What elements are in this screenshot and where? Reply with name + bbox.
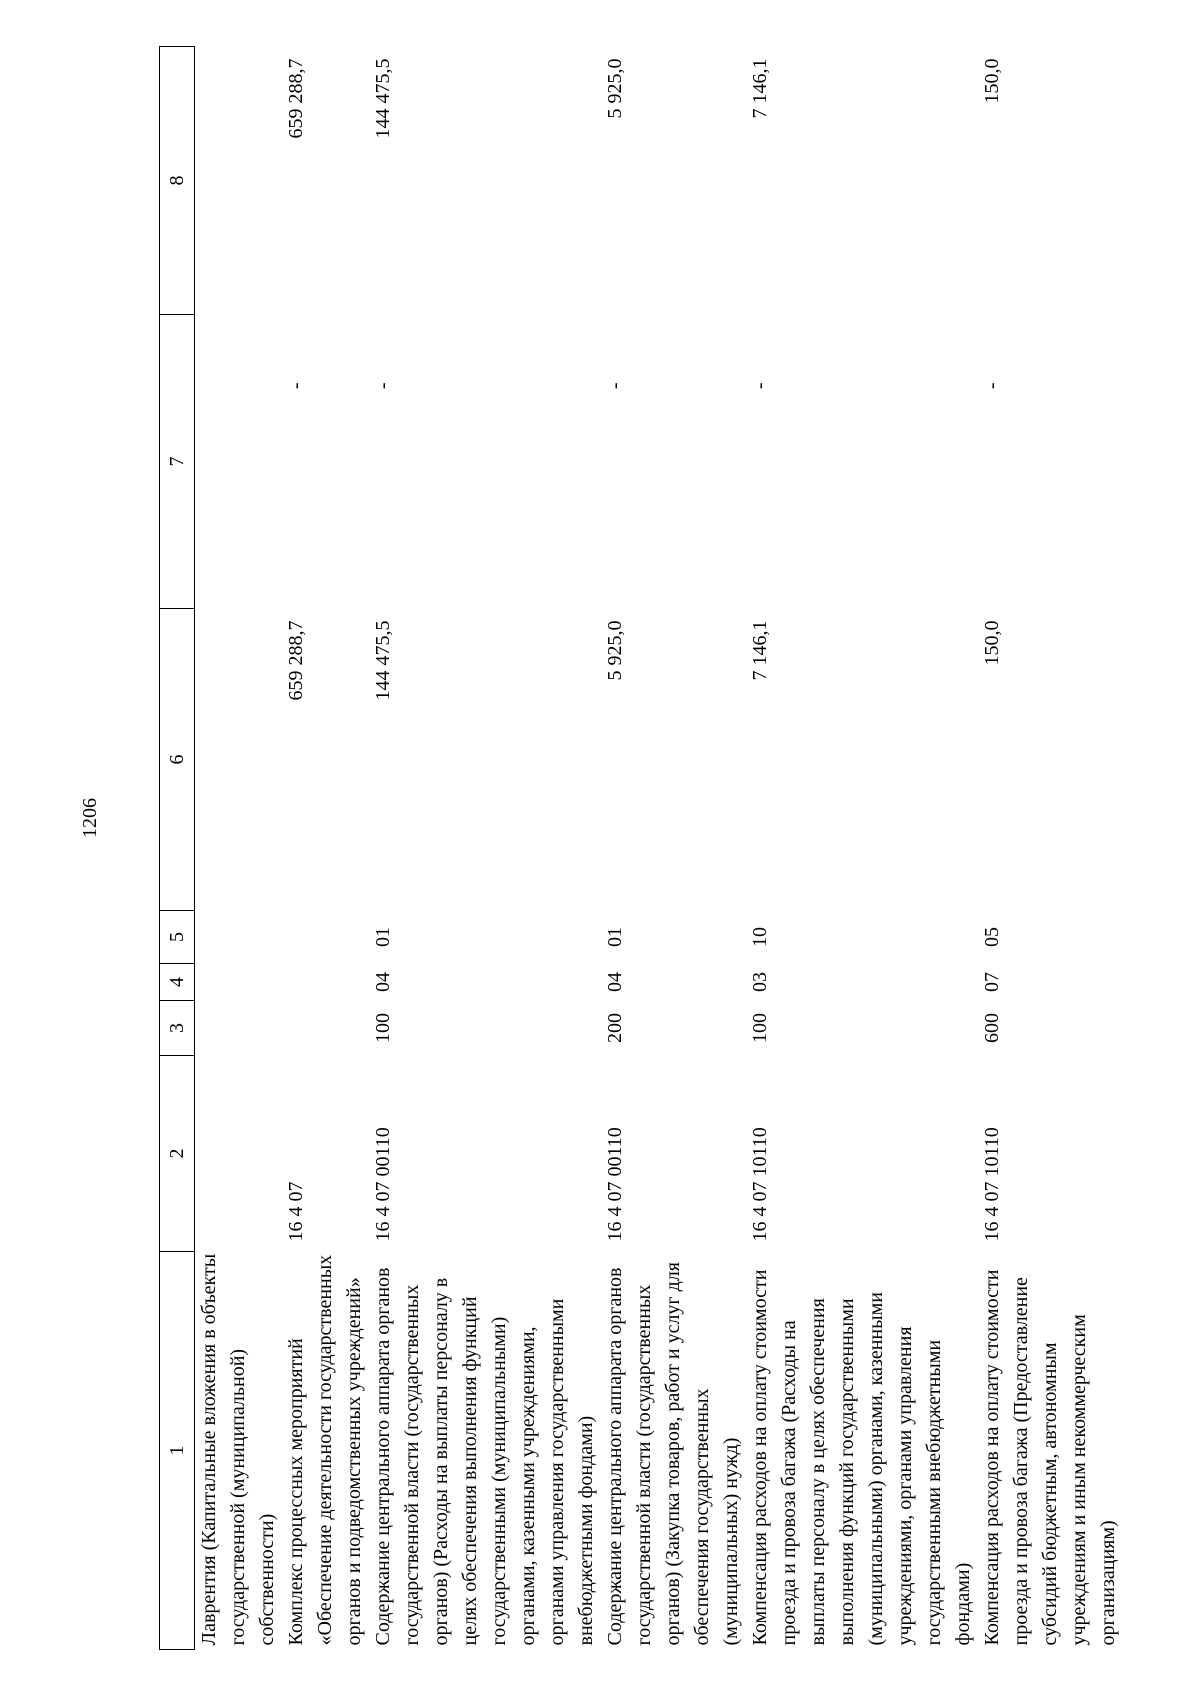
page-number: 1206	[79, 798, 101, 838]
row-col3: 100	[749, 1013, 771, 1043]
table-row	[369, 47, 601, 1650]
row-col5: 01	[604, 927, 626, 947]
header-cell-2: 2	[160, 1056, 195, 1252]
row-name: Комплекс процессных мероприятий «Обеспечение деятельности государственных органов и подведомственных учреждений»	[285, 1254, 365, 1646]
row-col3: 200	[604, 1013, 626, 1043]
table-row	[978, 47, 1123, 1650]
row-col4: 04	[372, 972, 394, 992]
row-col5: 01	[372, 927, 394, 947]
row-col6: 150,0	[981, 620, 1003, 666]
row-name: Содержание центрального аппарата органов государственной власти (государственных органов) (Расходы на выплаты персоналу в целях обеспечения выполнения функций государственными (муниципальными) органами, казенными учреждениями, органами управления государственными внебюджетными фондами)	[372, 1267, 597, 1646]
row-col6: 144 475,5	[372, 620, 394, 701]
row-col3	[195, 1001, 283, 1056]
row-col8: 659 288,7	[285, 58, 307, 139]
row-col5	[195, 911, 283, 964]
header-cell-5: 5	[160, 911, 195, 964]
row-code: 16 4 07 10110	[981, 1127, 1003, 1242]
header-cell-6: 6	[160, 609, 195, 911]
header-cell-1: 1	[160, 1252, 195, 1650]
row-code: 16 4 07	[285, 1181, 307, 1242]
row-col5	[282, 911, 369, 964]
row-col7	[195, 315, 283, 609]
row-col4: 04	[604, 972, 626, 992]
header-row	[160, 47, 195, 1650]
row-code	[195, 1056, 283, 1252]
row-name: Лаврентия (Капитальные вложения в объекты государственной (муниципальной) собственности)	[198, 1253, 278, 1646]
rotated-table-container	[159, 47, 1119, 1650]
table-row	[195, 47, 283, 1650]
row-code: 16 4 07 00110	[372, 1127, 394, 1242]
row-col3: 100	[372, 1013, 394, 1043]
table-row	[282, 47, 369, 1650]
row-col6: 5 925,0	[604, 620, 626, 681]
row-col6	[195, 609, 283, 911]
row-col8	[195, 47, 283, 315]
row-col8: 5 925,0	[604, 58, 626, 119]
row-col8: 150,0	[981, 58, 1003, 104]
row-name: Компенсация расходов на оплату стоимости проезда и провоза багажа (Расходы на выплаты персоналу в целях обеспечения выполнения функций государственными (муниципальными) органами, казенными учреждениями, органами управления государственными внебюджетными фондами)	[749, 1269, 974, 1646]
table-row	[601, 47, 746, 1650]
row-name: Компенсация расходов на оплату стоимости проезда и провоза багажа (Предоставление субсидий бюджетным, автономным учреждениям и иным некоммерческим организациям)	[981, 1269, 1119, 1646]
table-row	[746, 47, 978, 1650]
row-col8: 144 475,5	[372, 58, 394, 139]
row-col7: -	[285, 382, 307, 390]
row-col4	[282, 964, 369, 1001]
budget-table	[159, 46, 1123, 1650]
header-cell-7: 7	[160, 315, 195, 609]
row-col4: 03	[749, 972, 771, 992]
row-col7: -	[372, 382, 394, 390]
row-col6: 7 146,1	[749, 620, 771, 681]
row-code: 16 4 07 00110	[604, 1127, 626, 1242]
row-name: Содержание центрального аппарата органов государственной власти (государственных органов) (Закупка товаров, работ и услуг для обеспечения государственных (муниципальных) нужд)	[604, 1262, 742, 1646]
row-col8: 7 146,1	[749, 58, 771, 119]
row-col3: 600	[981, 1013, 1003, 1043]
row-col7: -	[604, 382, 626, 390]
row-col7: -	[981, 382, 1003, 390]
header-cell-3: 3	[160, 1001, 195, 1056]
header-cell-8: 8	[160, 47, 195, 315]
row-col4: 07	[981, 972, 1003, 992]
row-col4	[195, 964, 283, 1001]
row-col6: 659 288,7	[285, 620, 307, 701]
row-col3	[282, 1001, 369, 1056]
row-code: 16 4 07 10110	[749, 1127, 771, 1242]
row-col5: 05	[981, 927, 1003, 947]
row-col5: 10	[749, 927, 771, 947]
header-cell-4: 4	[160, 964, 195, 1001]
row-col7: -	[749, 382, 771, 390]
